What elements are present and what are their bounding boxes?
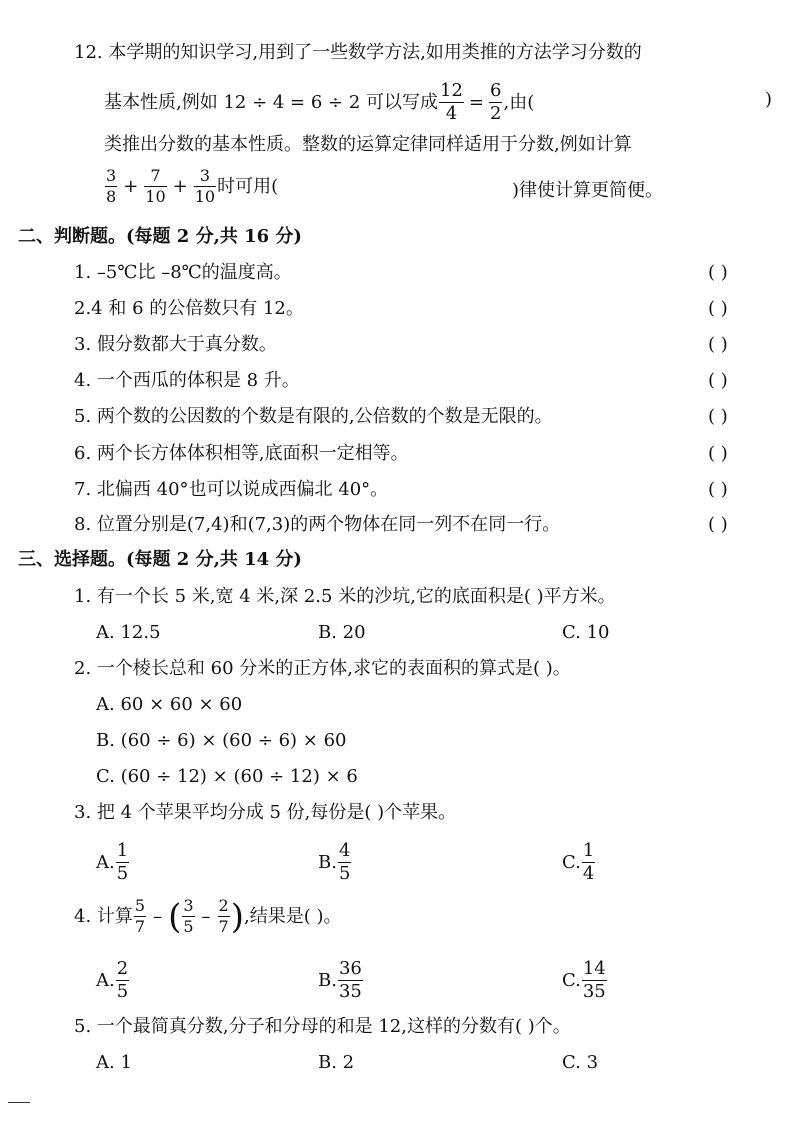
q12-line2 [104, 82, 534, 123]
fraction-numerator: 3 [194, 168, 216, 187]
choice-q3-option-c[interactable] [562, 842, 596, 883]
fraction-numerator: 1 [116, 840, 129, 861]
plus-sign: + [172, 175, 188, 197]
choice-q4-option-c[interactable] [562, 960, 608, 1001]
choice-q5: 5. 一个最简真分数,分子和分母的和是 12,这样的分数有( )个。 [74, 1016, 571, 1037]
option-fraction [582, 842, 595, 883]
fraction-denominator: 5 [183, 917, 194, 936]
choice-q3-option-b[interactable] [318, 842, 352, 883]
fraction-numerator: 12 [440, 80, 463, 101]
option-label: A. [96, 851, 115, 873]
fraction-denominator: 4 [582, 863, 595, 884]
judge-item-7: 7. 北偏西 40°也可以说成西偏北 40°。 [74, 479, 389, 500]
fraction-denominator: 2 [490, 103, 502, 124]
fraction-numerator: 5 [134, 896, 146, 915]
answer-blank-8[interactable]: ( ) [708, 514, 728, 535]
fraction-numerator: 1 [582, 840, 595, 861]
option-label: C. [562, 851, 581, 873]
judge-item-4: 4. 一个西瓜的体积是 8 升。 [74, 370, 300, 391]
option-label: B. [318, 969, 337, 991]
choice-q2-option-a[interactable]: A. 60 × 60 × 60 [96, 694, 243, 715]
fraction-denominator: 7 [134, 917, 146, 936]
fraction-numerator: 14 [582, 958, 606, 979]
q12-line4 [104, 168, 278, 205]
fraction-denominator: 5 [116, 981, 129, 1002]
plus-sign: + [123, 175, 139, 197]
answer-blank-6[interactable]: ( ) [708, 443, 728, 464]
choice-q4-option-b[interactable] [318, 960, 364, 1001]
judge-item-5: 5. 两个数的公因数的个数是有限的,公倍数的个数是无限的。 [74, 406, 553, 427]
fraction-numerator: 3 [106, 166, 117, 185]
judge-item-6: 6. 两个长方体体积相等,底面积一定相等。 [74, 443, 409, 464]
choice-q4 [74, 898, 342, 935]
equals-sign: = [468, 91, 485, 113]
answer-blank-5[interactable]: ( ) [708, 406, 728, 427]
answer-blank-7[interactable]: ( ) [708, 479, 728, 500]
minus-sign: – [201, 905, 211, 927]
choice-q2-option-b[interactable]: B. (60 ÷ 6) × (60 ÷ 6) × 60 [96, 730, 347, 751]
q12-line3: 类推出分数的基本性质。整数的运算定律同样适用于分数,例如计算 [104, 134, 632, 155]
fraction-6-2 [489, 82, 502, 123]
choice-q2: 2. 一个棱长总和 60 分米的正方体,求它的表面积的算式是( )。 [74, 658, 571, 679]
fraction-denominator: 8 [106, 187, 117, 206]
fraction-3-8 [105, 168, 117, 205]
fraction-denominator: 10 [145, 187, 166, 206]
choice-q5-option-c[interactable]: C. 3 [562, 1052, 599, 1073]
option-fraction [338, 842, 351, 883]
choice-q1-option-a[interactable]: A. 12.5 [96, 622, 161, 643]
answer-blank-1[interactable]: ( ) [708, 262, 728, 283]
q12-line1: 12. 本学期的知识学习,用到了一些数学方法,如用类推的方法学习分数的 [74, 42, 642, 63]
answer-blank-2[interactable]: ( ) [708, 298, 728, 319]
fraction-numerator: 36 [338, 958, 362, 979]
q12-line2-text: 基本性质,例如 12 ÷ 4 = 6 ÷ 2 可以写成 [104, 91, 439, 113]
fraction-denominator: 4 [445, 103, 458, 124]
fraction-3-10 [194, 168, 216, 205]
choice-q1-option-b[interactable]: B. 20 [318, 622, 366, 643]
choice-q2-option-c[interactable]: C. (60 ÷ 12) × (60 ÷ 12) × 6 [96, 766, 358, 787]
choice-q5-option-b[interactable]: B. 2 [318, 1052, 355, 1073]
section3-title: 三、选择题。(每题 2 分,共 14 分) [18, 549, 302, 570]
choice-q3-option-a[interactable] [96, 842, 130, 883]
judge-item-1: 1. –5℃比 –8℃的温度高。 [74, 262, 292, 283]
choice-q4-post: ,结果是( )。 [244, 905, 342, 927]
choice-q5-option-a[interactable]: A. 1 [96, 1052, 132, 1073]
right-paren: ) [230, 896, 244, 937]
q12-line2-post: ,由( [503, 91, 535, 113]
fraction-numerator: 6 [490, 80, 502, 101]
judge-item-3: 3. 假分数都大于真分数。 [74, 334, 277, 355]
q12-line4-mid: 时可用( [217, 175, 279, 197]
fraction-denominator: 35 [338, 981, 362, 1002]
fraction-denominator: 5 [338, 863, 351, 884]
section2-title: 二、判断题。(每题 2 分,共 16 分) [18, 226, 302, 247]
fraction-numerator: 2 [116, 958, 129, 979]
option-fraction [116, 960, 129, 1001]
option-fraction [338, 960, 363, 1001]
fraction-numerator: 4 [338, 840, 351, 861]
choice-q4-option-a[interactable] [96, 960, 130, 1001]
fraction-numerator: 2 [218, 896, 229, 915]
fraction-numerator: 3 [183, 896, 194, 915]
page-edge-mark [8, 1102, 30, 1103]
fraction-3-5 [182, 898, 194, 935]
fraction-12-4 [439, 82, 464, 123]
option-fraction [582, 960, 607, 1001]
fraction-7-10 [144, 168, 166, 205]
choice-q1: 1. 有一个长 5 米,宽 4 米,深 2.5 米的沙坑,它的底面积是( )平方米。 [74, 586, 616, 607]
fraction-2-7 [218, 898, 230, 935]
fraction-5-7 [134, 898, 146, 935]
q12-line4-post: )律使计算更简便。 [512, 180, 664, 201]
choice-q4-pre: 4. 计算 [74, 905, 133, 927]
fraction-denominator: 7 [218, 917, 229, 936]
minus-sign: – [153, 905, 163, 927]
choice-q1-option-c[interactable]: C. 10 [562, 622, 610, 643]
option-label: A. [96, 969, 115, 991]
fraction-denominator: 10 [194, 187, 216, 206]
option-fraction [116, 842, 129, 883]
fraction-denominator: 35 [582, 981, 606, 1002]
left-paren: ( [168, 896, 182, 937]
answer-blank-4[interactable]: ( ) [708, 370, 728, 391]
choice-q3: 3. 把 4 个苹果平均分成 5 份,每份是( )个苹果。 [74, 802, 457, 823]
answer-blank-3[interactable]: ( ) [708, 334, 728, 355]
fraction-denominator: 5 [116, 863, 129, 884]
q12-blank1-close: ) [765, 89, 773, 110]
fraction-numerator: 7 [144, 168, 166, 187]
judge-item-2: 2.4 和 6 的公倍数只有 12。 [74, 298, 304, 319]
option-label: B. [318, 851, 337, 873]
option-label: C. [562, 969, 581, 991]
judge-item-8: 8. 位置分别是(7,4)和(7,3)的两个物体在同一列不在同一行。 [74, 514, 561, 535]
